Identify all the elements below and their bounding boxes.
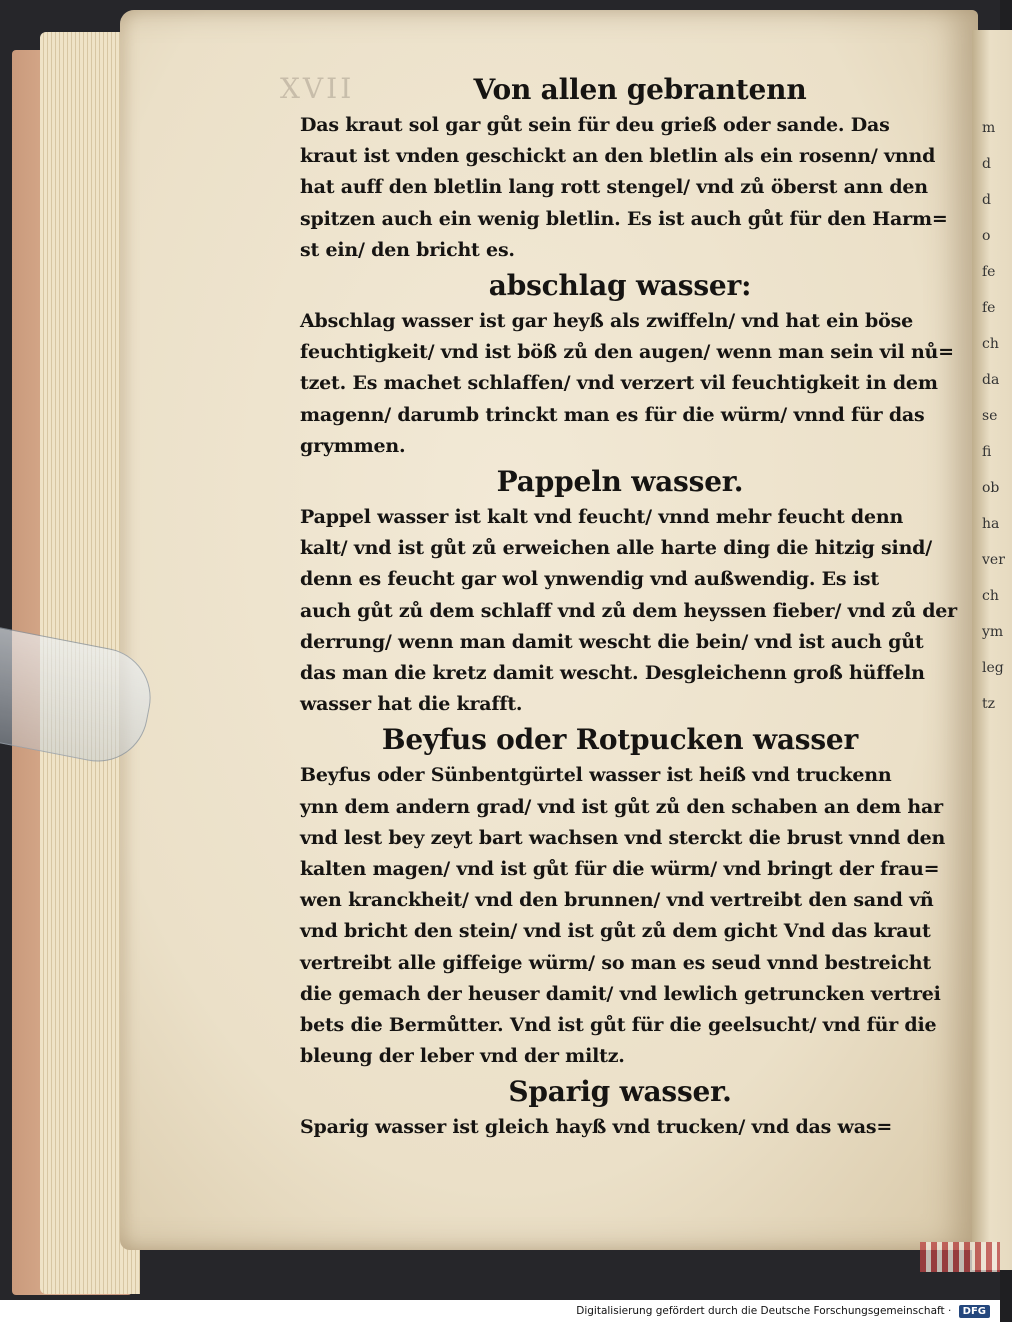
text-line: derrung/ wenn man damit wescht die bein/ vnd ist auch gůt	[300, 630, 924, 653]
text-line: auch gůt zů dem schlaff vnd zů dem heyssen fieber/ vnd zů der	[300, 599, 957, 622]
section-heading: Pappeln wasser.	[496, 465, 744, 499]
text-line: bets die Bermůtter. Vnd ist gůt für die geelsucht/ vnd für die	[300, 1014, 937, 1037]
facing-page-fragment: leg	[982, 660, 1004, 676]
facing-page-fragment: da	[982, 372, 1000, 388]
section-heading: Beyfus oder Rotpucken wasser	[381, 723, 859, 757]
text-line: kalten magen/ vnd ist gůt für die würm/ vnd bringt der frau=	[300, 858, 940, 881]
text-line: tzet. Es machet schlaffen/ vnd verzert vil feuchtigkeit in dem	[300, 372, 938, 395]
text-line: grymmen.	[300, 434, 406, 457]
text-line: st ein/ den bricht es.	[300, 238, 515, 261]
section-heading: abschlag wasser:	[488, 269, 752, 303]
text-line: bleung der leber vnd der miltz.	[300, 1045, 625, 1068]
text-line: wasser hat die krafft.	[300, 693, 523, 716]
facing-page-fragment: d	[982, 192, 991, 208]
text-line: das man die kretz damit wescht. Desgleichenn groß hüffeln	[300, 662, 925, 685]
facing-page-fragment: fi	[982, 444, 992, 460]
text-line: vertreibt alle giffeige würm/ so man es seud vnnd bestreicht	[300, 951, 931, 974]
text-line: Abschlag wasser ist gar heyß als zwiffeln/ vnd hat ein böse	[300, 310, 914, 333]
section-paragraph	[300, 1112, 940, 1143]
facing-page-fragment: fe	[982, 300, 996, 316]
text-line: wen kranckheit/ vnd den brunnen/ vnd vertreibt den sand vñ	[300, 889, 934, 912]
text-line: feuchtigkeit/ vnd ist böß zů den augen/ wenn man sein vil nů=	[300, 341, 954, 364]
facing-page-fragment: ver	[982, 552, 1005, 568]
text-line: die gemach der heuser damit/ vnd lewlich getruncken vertrei	[300, 982, 941, 1005]
dfg-logo: DFG	[959, 1305, 990, 1318]
section-paragraph	[300, 306, 954, 462]
footer-credit: Digitalisierung gefördert durch die Deutsche Forschungsgemeinschaft ·	[576, 1305, 952, 1317]
facing-page-fragment: ch	[982, 588, 999, 604]
text-line: Sparig wasser ist gleich hayß vnd trucken/ vnd das was=	[300, 1116, 893, 1139]
facing-page-fragment: ch	[982, 336, 999, 352]
text-line: Das kraut sol gar gůt sein für deu grieß oder sande. Das	[300, 114, 890, 136]
text-line: vnd lest bey zeyt bart wachsen vnd sterckt die brust vnnd den	[300, 826, 946, 849]
facing-page-fragment: ha	[982, 516, 1000, 532]
page-text	[300, 70, 957, 1144]
text-line: Pappel wasser ist kalt vnd feucht/ vnnd mehr feucht denn	[300, 506, 904, 529]
text-line: Beyfus oder Sünbentgürtel wasser ist heiß vnd truckenn	[300, 764, 892, 787]
bookmark-ribbon	[920, 1242, 1000, 1272]
text-line: kraut ist vnden geschickt an den bletlin als ein rosenn/ vnnd	[300, 145, 936, 168]
facing-page-fragment: ym	[982, 624, 1004, 640]
text-line: kalt/ vnd ist gůt zů erweichen alle harte ding die hitzig sind/	[300, 537, 933, 560]
facing-page-fragment: d	[982, 156, 991, 172]
facing-page-fragment: tz	[982, 696, 996, 712]
section-heading: Sparig wasser.	[508, 1075, 732, 1109]
facing-page-fragment: fe	[982, 264, 996, 280]
text-line: spitzen auch ein wenig bletlin. Es ist auch gůt für den Harm=	[300, 207, 948, 230]
page-heading: Von allen gebrantenn	[473, 73, 807, 106]
section-paragraph	[300, 502, 957, 720]
facing-page-fragment: m	[982, 120, 996, 136]
section-paragraph	[300, 760, 946, 1072]
facing-page-fragment: se	[982, 408, 998, 424]
text-line: ynn dem andern grad/ vnd ist gůt zů den schaben an dem har	[300, 795, 943, 818]
text-line: hat auff den bletlin lang rott stengel/ vnd zů öberst ann den	[300, 176, 928, 199]
facing-page-fragment: o	[982, 228, 991, 244]
footer-bar	[0, 1300, 1000, 1322]
text-line: magenn/ darumb trinckt man es für die würm/ vnnd für das	[300, 403, 925, 426]
show-through-heading: XVII	[280, 72, 355, 105]
text-line: denn es feucht gar wol ynwendig vnd außwendig. Es ist	[300, 568, 879, 591]
facing-page-fragments	[982, 110, 1005, 722]
text-line: vnd bricht den stein/ vnd ist gůt zů dem gicht Vnd das kraut	[300, 920, 931, 943]
facing-page-fragment: ob	[982, 480, 1000, 496]
section-paragraph	[300, 110, 948, 266]
